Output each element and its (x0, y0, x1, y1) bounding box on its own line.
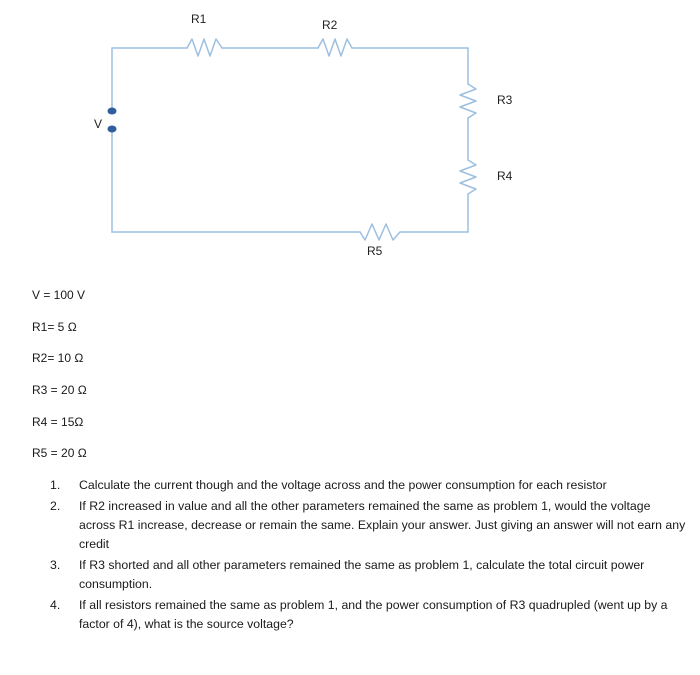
label-r5: R5 (367, 244, 383, 258)
question-text: If R3 shorted and all other parameters remained the same as problem 1, calculate the total circuit power consumption. (79, 558, 645, 591)
parameter-r2: R2= 10 Ω (32, 351, 84, 365)
resistor-r2-zigzag (318, 39, 352, 56)
resistor-r3-zigzag (460, 84, 476, 118)
label-r1: R1 (191, 12, 207, 26)
question-text: Calculate the current though and the voltage across and the power consumption for each resistor (79, 478, 607, 492)
resistor-r4-zigzag (460, 160, 476, 194)
parameter-r1: R1= 5 Ω (32, 320, 77, 334)
question-item (50, 556, 690, 594)
circuit-diagram (0, 0, 700, 270)
label-v: V (94, 117, 103, 131)
label-r2: R2 (322, 18, 338, 32)
question-item (50, 476, 690, 495)
question-text: If R2 increased in value and all the other parameters remained the same as problem 1, would the voltage across R1 increase, decrease or remain the same. Explain your answer. Just giving an answer will not earn any credit (79, 499, 686, 551)
question-item (50, 596, 690, 634)
parameter-r3: R3 = 20 Ω (32, 383, 87, 397)
question-item (50, 497, 690, 554)
question-number: 2. (50, 499, 61, 513)
voltage-source-terminal-bottom (108, 126, 117, 133)
label-r4: R4 (497, 169, 513, 183)
resistor-r1-zigzag (187, 39, 222, 56)
question-number: 4. (50, 598, 61, 612)
parameter-r5: R5 = 20 Ω (32, 446, 87, 460)
label-r3: R3 (497, 93, 513, 107)
question-number: 3. (50, 558, 61, 572)
parameter-r4: R4 = 15Ω (32, 415, 84, 429)
voltage-source-terminal-top (108, 108, 117, 115)
resistor-r5-zigzag (360, 224, 400, 240)
question-text: If all resistors remained the same as problem 1, and the power consumption of R3 quadrupled (went up by a factor of 4), what is the source voltage? (79, 598, 668, 631)
question-list (50, 476, 690, 636)
parameter-v: V = 100 V (32, 288, 86, 302)
question-number: 1. (50, 478, 61, 492)
